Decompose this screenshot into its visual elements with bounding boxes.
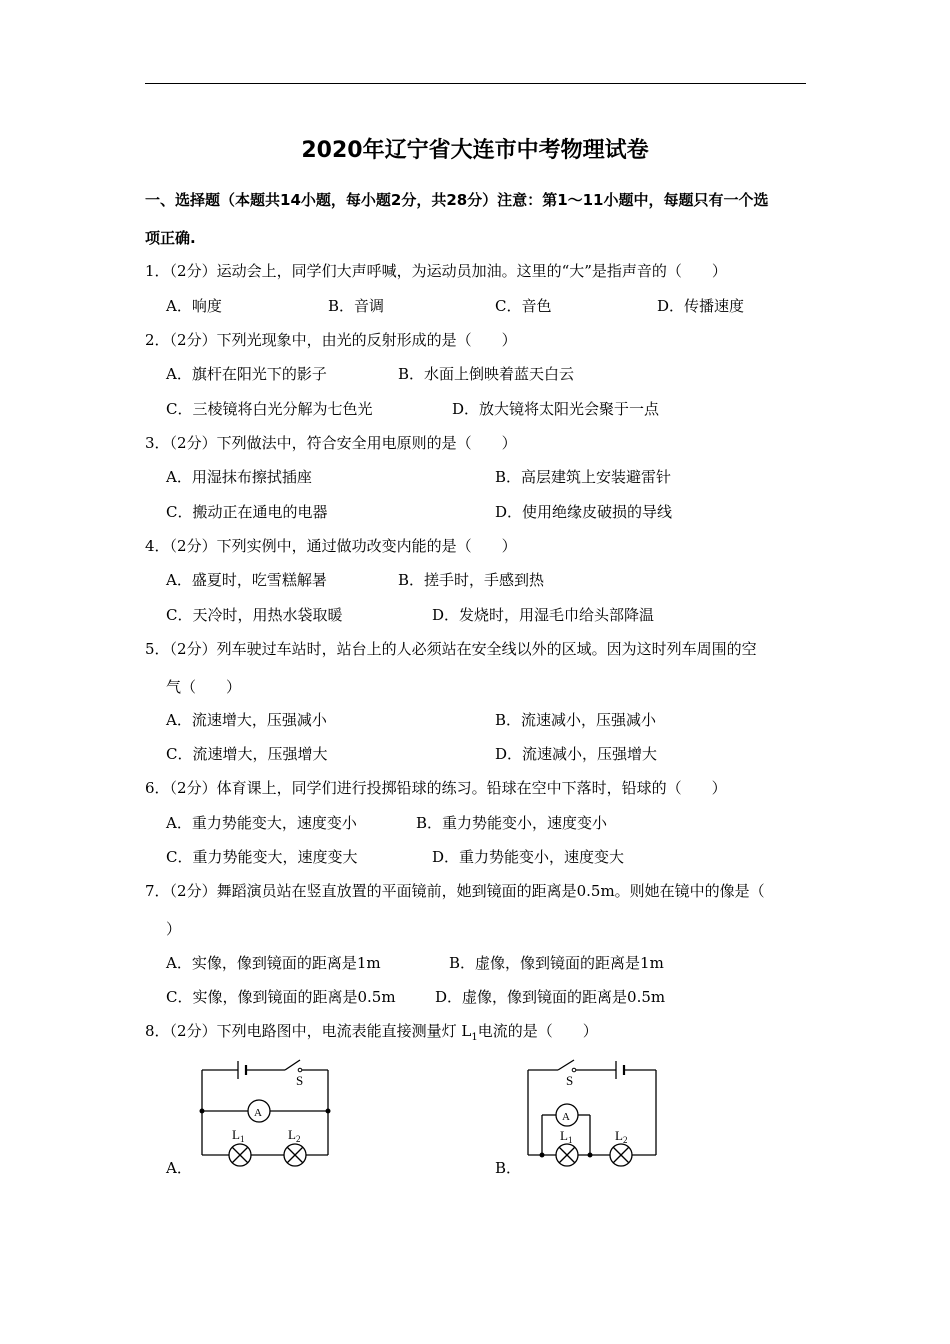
page-title: 2020年辽宁省大连市中考物理试卷 [301, 138, 649, 163]
junction-dot [326, 1109, 331, 1114]
q2-option-b: B．水面上倒映着蓝天白云 [398, 365, 575, 383]
q6-option-a: A．重力势能变大，速度变小 [166, 814, 357, 832]
q7-option-a: A．实像，像到镜面的距离是1m [166, 954, 381, 972]
q8-option-b: B． [495, 1159, 522, 1177]
q5-option-b: B．流速减小，压强减小 [495, 711, 657, 729]
ammeter-label: A [562, 1111, 570, 1123]
question-5-stem-cont: 气（ ） [166, 678, 242, 696]
q1-option-d: D．传播速度 [657, 297, 745, 315]
question-7-stem-cont: ） [166, 920, 182, 938]
section-heading-line2: 项正确. [145, 229, 196, 247]
q2-option-c: C．三棱镜将白光分解为七色光 [166, 400, 373, 418]
q5-option-a: A．流速增大，压强减小 [166, 711, 327, 729]
question-2-stem: 2．（2分）下列光现象中，由光的反射形成的是（ ） [145, 331, 517, 349]
lamp1-label: $L_1$ [232, 1127, 245, 1144]
q5-option-c: C．流速增大，压强增大 [166, 745, 328, 763]
junction-dot [540, 1153, 545, 1158]
question-8-stem: 8．（2分）下列电路图中，电流表能直接测量灯 $L_1$电流的是（ ） [145, 1022, 598, 1043]
q4-option-a: A．盛夏时，吃雪糕解暑 [166, 571, 327, 589]
lamp2-label: $L_2$ [615, 1128, 628, 1145]
question-6-stem: 6．（2分）体育课上，同学们进行投掷铅球的练习。铅球在空中下落时，铅球的（ ） [145, 779, 727, 797]
q8-option-a: A． [166, 1159, 192, 1177]
ammeter-label: A [254, 1107, 262, 1119]
question-4-stem: 4．（2分）下列实例中，通过做功改变内能的是（ ） [145, 537, 517, 555]
q4-option-b: B．搓手时，手感到热 [398, 571, 545, 589]
switch-contact [572, 1068, 576, 1072]
junction-dot [588, 1153, 593, 1158]
switch-lever [285, 1060, 300, 1070]
q1-option-b: B．音调 [328, 297, 385, 315]
question-5-stem: 5．（2分）列车驶过车站时，站台上的人必须站在安全线以外的区域。因为这时列车周围的空 [145, 640, 757, 658]
q2-option-a: A．旗杆在阳光下的影子 [166, 365, 327, 383]
q4-option-c: C．天冷时，用热水袋取暖 [166, 606, 343, 624]
q1-option-c: C．音色 [495, 297, 552, 315]
q3-option-c: C．搬动正在通电的电器 [166, 503, 328, 521]
question-1-stem: 1．（2分）运动会上，同学们大声呼喊，为运动员加油。这里的“大”是指声音的（ ） [145, 262, 727, 280]
q6-option-b: B．重力势能变小，速度变小 [416, 814, 608, 832]
circuit-diagram-a [190, 1055, 340, 1175]
q1-option-a: A．响度 [166, 297, 222, 315]
question-7-stem: 7．（2分）舞蹈演员站在竖直放置的平面镜前，她到镜面的距离是0.5m。则她在镜中的像是（ [145, 882, 765, 900]
q7-option-b: B．虚像，像到镜面的距离是1m [449, 954, 664, 972]
q7-option-d: D．虚像，像到镜面的距离是0.5m [435, 988, 666, 1006]
q2-option-d: D．放大镜将太阳光会聚于一点 [452, 400, 660, 418]
lamp2-label: $L_2$ [288, 1127, 301, 1144]
q5-option-d: D．流速减小，压强增大 [495, 745, 658, 763]
lamp1-label: $L_1$ [560, 1128, 573, 1145]
switch-label: S [566, 1073, 574, 1088]
question-3-stem: 3．（2分）下列做法中，符合安全用电原则的是（ ） [145, 434, 517, 452]
switch-label: S [296, 1073, 304, 1088]
q3-option-d: D．使用绝缘皮破损的导线 [495, 503, 673, 521]
q3-option-b: B．高层建筑上安装避雷针 [495, 468, 672, 486]
section-heading-line1: 一、选择题（本题共14小题，每小题2分，共28分）注意：第1～11小题中，每题只有一个选 [145, 191, 769, 209]
switch-lever [558, 1060, 574, 1070]
junction-dot [200, 1109, 205, 1114]
q7-option-c: C．实像，像到镜面的距离是0.5m [166, 988, 396, 1006]
q4-option-d: D．发烧时，用湿毛巾给头部降温 [432, 606, 655, 624]
q3-option-a: A．用湿抹布擦拭插座 [166, 468, 312, 486]
switch-contact [298, 1068, 302, 1072]
header-rule [145, 83, 806, 84]
q6-option-d: D．重力势能变小，速度变大 [432, 848, 625, 866]
q6-option-c: C．重力势能变大，速度变大 [166, 848, 358, 866]
circuit-diagram-b [520, 1055, 670, 1175]
